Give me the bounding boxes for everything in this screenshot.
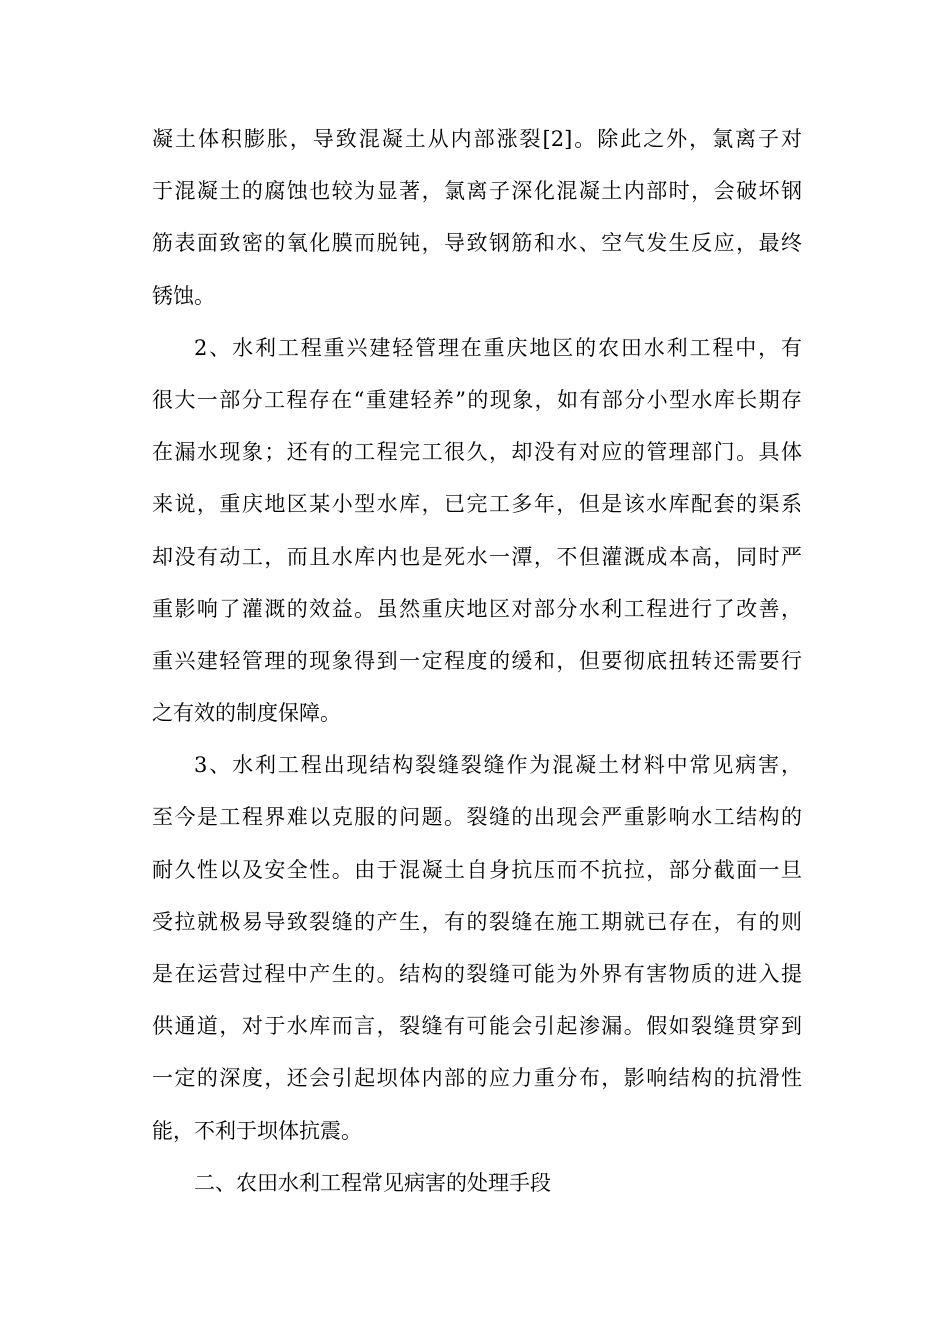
paragraph-management-issue [152, 322, 802, 740]
text-line: 3、水利工程出现结构裂缝裂缝作为混凝土材料中常见病害， [194, 753, 802, 778]
text-line: 却没有动工，而且水库内也是死水一潭，不但灌溉成本高，同时严 [152, 544, 802, 569]
text-line: 能，不利于坝体抗震。 [152, 1118, 362, 1143]
text-line: 是在运营过程中产生的。结构的裂缝可能为外界有害物质的进入提 [152, 962, 802, 986]
text-line: 筋表面致密的氧化膜而脱钝，导致钢筋和水、空气发生反应，最终 [152, 231, 802, 256]
text-line: 一定的深度，还会引起坝体内部的应力重分布，影响结构的抗滑性 [152, 1066, 802, 1091]
text-line: 于混凝土的腐蚀也较为显著，氯离子深化混凝土内部时，会破坏钢 [152, 179, 802, 204]
text-line: 凝土体积膨胀，导致混凝土从内部涨裂[2]。除此之外，氯离子对 [152, 127, 802, 151]
text-line: 在漏水现象；还有的工程完工很久，却没有对应的管理部门。具体 [152, 440, 802, 465]
text-line: 之有效的制度保障。 [152, 701, 341, 726]
text-line: 重兴建轻管理的现象得到一定程度的缓和，但要彻底扭转还需要行 [152, 648, 802, 673]
text-line: 受拉就极易导致裂缝的产生，有的裂缝在施工期就已存在，有的则 [152, 909, 802, 934]
text-line: 供通道，对于水库而言，裂缝有可能会引起渗漏。假如裂缝贯穿到 [152, 1014, 802, 1039]
text-line: 很大一部分工程存在“重建轻养”的现象，如有部分小型水库长期存 [152, 387, 802, 412]
text-line: 2、水利工程重兴建轻管理在重庆地区的农田水利工程中，有 [194, 335, 802, 360]
section-heading-text: 二、农田水利工程常见病害的处理手段 [194, 1170, 551, 1195]
paragraph-continuation [152, 113, 802, 322]
section-heading [152, 1157, 802, 1209]
text-line: 至今是工程界难以克服的问题。裂缝的出现会严重影响水工结构的 [152, 805, 802, 830]
text-line: 来说，重庆地区某小型水库，已完工多年，但是该水库配套的渠系 [152, 492, 802, 517]
paragraph-structural-cracks [152, 739, 802, 1157]
text-line: 锈蚀。 [152, 283, 215, 308]
document-body [152, 113, 802, 1209]
text-line: 重影响了灌溉的效益。虽然重庆地区对部分水利工程进行了改善， [152, 596, 802, 621]
text-line: 耐久性以及安全性。由于混凝土自身抗压而不抗拉，部分截面一旦 [152, 857, 802, 882]
